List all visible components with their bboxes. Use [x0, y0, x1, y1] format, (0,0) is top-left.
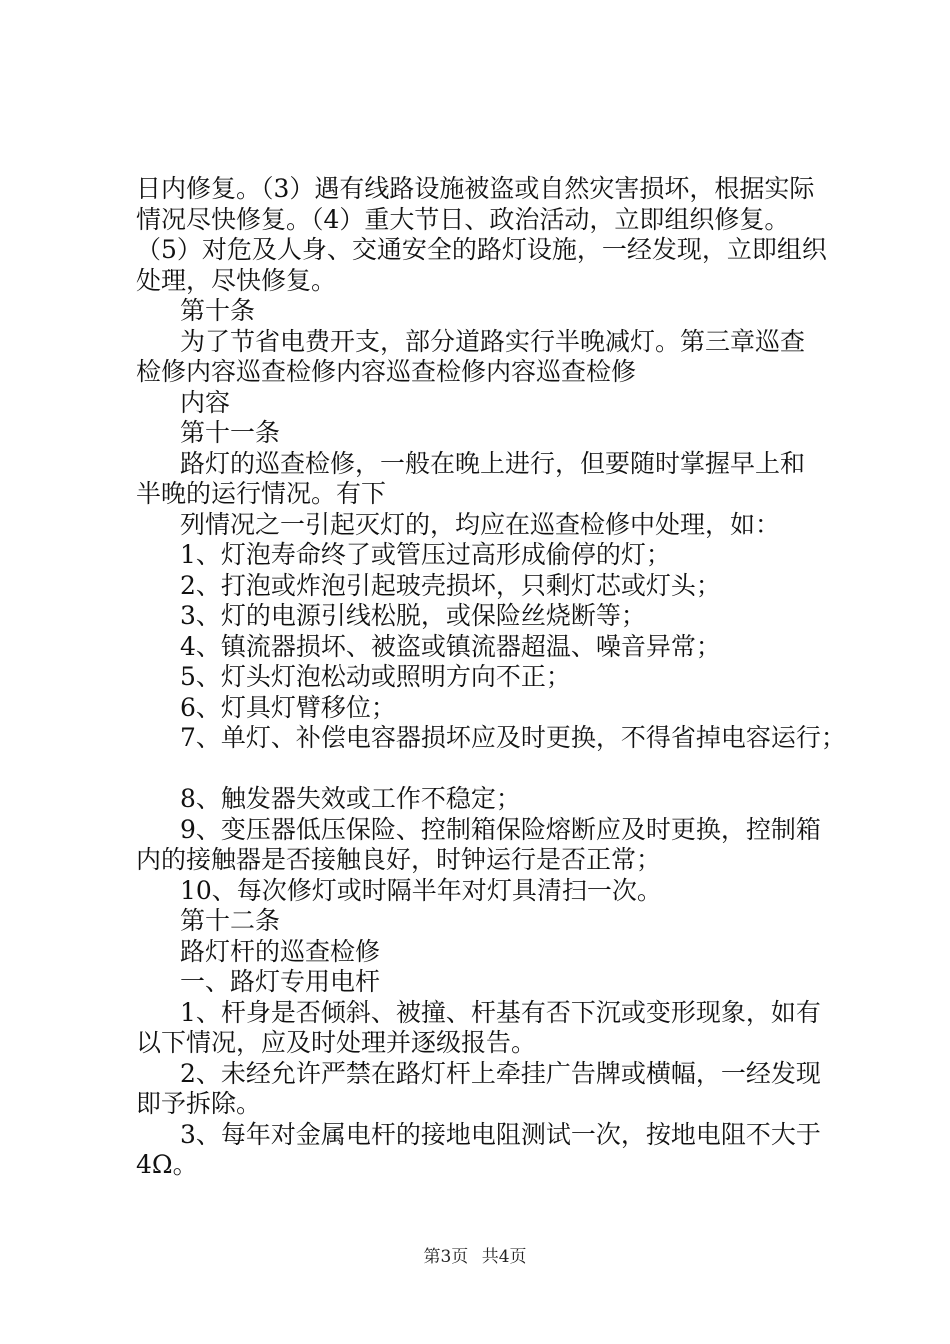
page-footer — [0, 1242, 950, 1267]
text-line: 半晚的运行情况。有下 — [136, 479, 387, 508]
list-item: 10、每次修灯或时隔半年对灯具清扫一次。 — [180, 875, 662, 905]
subsection-heading: 一、路灯专用电杆 — [180, 967, 381, 996]
text-line: 为了节省电费开支，部分道路实行半晚减灯。第三章巡查 — [180, 326, 806, 356]
text-line: 路灯的巡查检修，一般在晚上进行，但要随时掌握早上和 — [180, 448, 806, 478]
text-line: 列情况之一引起灭灯的，均应在巡查检修中处理，如： — [180, 509, 781, 539]
document-body — [136, 174, 846, 1181]
blank-line — [136, 754, 836, 785]
list-item: 8、触发器失效或工作不稳定； — [180, 784, 521, 813]
article-heading: 第十一条 — [180, 418, 281, 447]
text-line: 4Ω。 — [136, 1150, 198, 1179]
list-item: 3、灯的电源引线松脱，或保险丝烧断等； — [180, 601, 646, 630]
list-item: 2、未经允许严禁在路灯杆上牵挂广告牌或横幅，一经发现 — [180, 1058, 821, 1088]
text-line: 即予拆除。 — [136, 1089, 262, 1118]
text-line: 处理，尽快修复。 — [136, 265, 337, 295]
section-heading: 路灯杆的巡查检修 — [180, 936, 381, 966]
article-heading: 第十条 — [180, 296, 256, 325]
text-line: 内容 — [180, 387, 231, 417]
list-item: 1、杆身是否倾斜、被撞、杆基有否下沉或变形现象，如有 — [180, 997, 821, 1027]
text-line: 内的接触器是否接触良好，时钟运行是否正常； — [136, 845, 662, 874]
page-number: 第3页 — [423, 1247, 469, 1267]
list-item: 1、灯泡寿命终了或管压过高形成偷停的灯； — [180, 540, 671, 569]
list-item: 7、单灯、补偿电容器损坏应及时更换，不得省掉电容运行； — [180, 723, 846, 752]
list-item: 5、灯头灯泡松动或照明方向不正； — [180, 662, 571, 691]
list-item: 3、每年对金属电杆的接地电阻测试一次，按地电阻不大于 — [180, 1119, 821, 1149]
list-item: 9、变压器低压保险、控制箱保险熔断应及时更换，控制箱 — [180, 814, 821, 844]
page-total: 共4页 — [481, 1247, 527, 1267]
text-line: 日内修复。（3）遇有线路设施被盗或自然灾害损坏，根据实际 — [136, 174, 815, 203]
text-line: 以下情况，应及时处理并逐级报告。 — [136, 1028, 537, 1057]
list-item: 6、灯具灯臂移位； — [180, 692, 396, 722]
text-line: 检修内容巡查检修内容巡查检修内容巡查检修 — [136, 357, 637, 386]
text-line: （5）对危及人身、交通安全的路灯设施，一经发现，立即组织 — [136, 235, 827, 264]
list-item: 4、镇流器损坏、被盗或镇流器超温、噪音异常； — [180, 631, 721, 661]
list-item: 2、打泡或炸泡引起玻壳损坏，只剩灯芯或灯头； — [180, 570, 721, 600]
article-heading: 第十二条 — [180, 906, 281, 935]
text-line: 情况尽快修复。（4）重大节日、政治活动，立即组织修复。 — [136, 204, 790, 234]
